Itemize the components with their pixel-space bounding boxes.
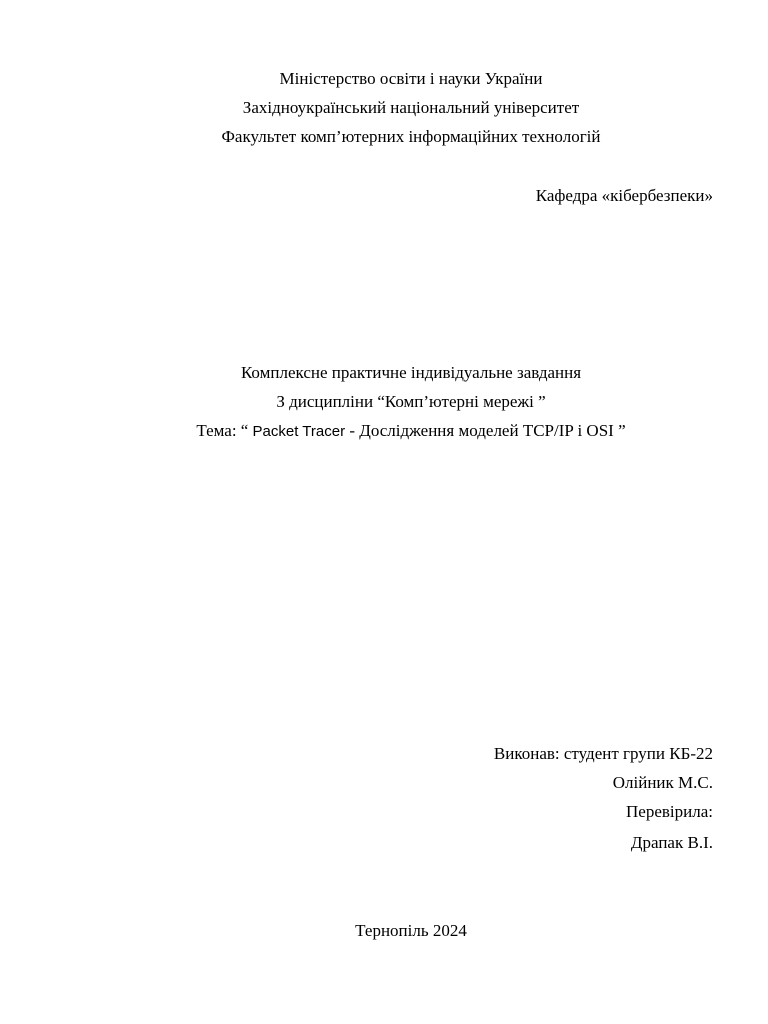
university-line: Західноукраїнський національний університет [242,98,580,117]
task-title: Комплексне практичне індивідуальне завдання [240,363,582,382]
performed-by-line: Виконав: студент групи КБ-22 [493,744,713,763]
student-name: Олійник М.С. [612,773,713,792]
topic-name: Packet Tracer [248,423,346,440]
topic-line [0,421,768,442]
discipline-line: З дисципліни “Комп’ютерні мережі ” [276,392,546,411]
ministry-line: Міністерство освіти і науки України [279,69,543,88]
topic-prefix: Тема: “ [196,421,249,440]
topic-rest: - Дослідження моделей TCP/IP і OSI ” [345,421,626,440]
teacher-name: Драпак В.І. [630,833,713,852]
department-line: Кафедра «кібербезпеки» [535,186,713,205]
faculty-line: Факультет комп’ютерних інформаційних технологій [221,127,601,146]
city-year: Тернопіль 2024 [355,921,467,940]
checked-by-line: Перевірила: [626,802,713,821]
